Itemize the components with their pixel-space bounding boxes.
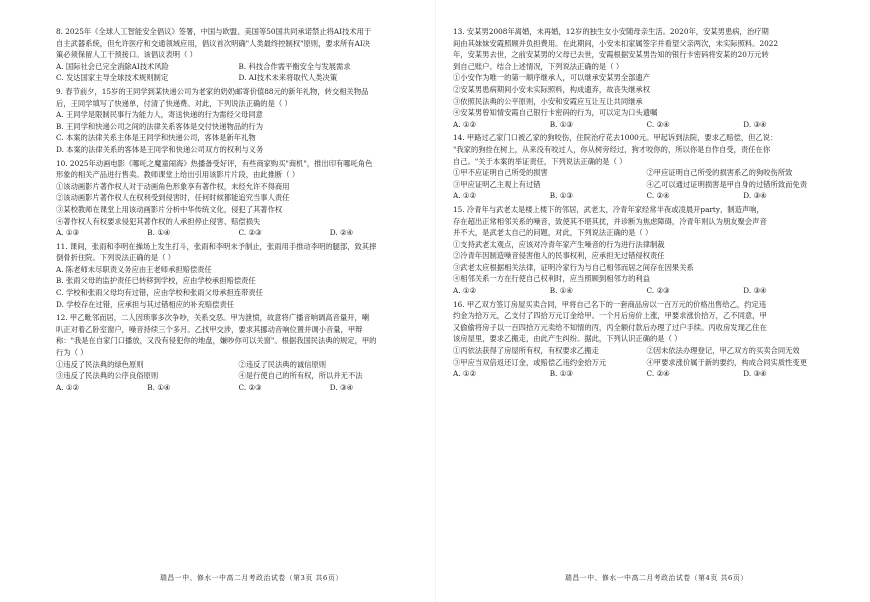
question-14-stem — [453, 132, 840, 167]
statement-3: ③依照民法典的公平原则，小安和安霞应互让互让共同继承 — [453, 96, 643, 106]
options-row — [56, 61, 421, 73]
stem-line: 到自己账户。结合上述情况，下列说法正确的是（ ） — [453, 61, 624, 71]
option-c[interactable]: C. ②④ — [646, 369, 670, 379]
option-a[interactable]: A. 国际社会已完全消除AI技术风险 — [56, 61, 169, 71]
statement-2: ②安某男患病期间小安未实际照料，构成遗弃，故丧失继承权 — [453, 84, 651, 94]
question-11 — [56, 241, 421, 311]
option-a[interactable]: A. ①③ — [56, 228, 79, 238]
option-c[interactable]: C. ②④ — [646, 119, 670, 129]
option-b[interactable]: B. 王同学和快递公司之间的法律关系客体是交付快递物品的行为 — [56, 121, 264, 131]
question-9 — [56, 86, 421, 156]
statement-4: ④乙可以通过证明损害是甲自身的过错所致而免责 — [646, 179, 808, 189]
statement-2: ②该动画影片著作权人在权利受到侵害时，任何时候都能追究当事人责任 — [56, 193, 290, 203]
question-10 — [56, 158, 421, 239]
stem-line: 行为（ ） — [56, 348, 88, 358]
stem-line: 约金为拾万元，乙支付了四拾万元订金给甲。一个月后房价上涨，甲要求涨价拾万，乙不同意，甲 — [453, 311, 767, 321]
option-d[interactable]: D. ②④ — [329, 228, 354, 238]
options-row — [453, 285, 840, 297]
option-d[interactable]: D. 本案的法律关系的客体是王同学和快递公司双方的权利与义务 — [56, 144, 264, 154]
stem-line: 该房屋里，要求乙搬走，由此产生纠纷。据此，下列认识正确的是（ ） — [453, 334, 682, 344]
statement-2: ②违反了民法典的诚信原则 — [238, 359, 327, 369]
option-b[interactable]: B. 科技合作需平衡安全与发展需求 — [238, 61, 351, 71]
stem-line: 14. 甲路过乙家门口被乙家的狗咬伤，住院治疗花去1000元。甲起诉到法院，要求乙赔偿，但乙说： — [453, 133, 778, 143]
statement-4: ④著作权人有权要求侵犯其著作权的人承担停止侵害、赔偿损失 — [56, 216, 261, 226]
option-a[interactable]: A. ①② — [56, 382, 79, 392]
stem-line: 又偷偷将房子以一百四拾万元卖给不知情的丙，丙全额付款后办理了过户手续。丙收房发现乙住在 — [453, 322, 767, 332]
statement-3: ③甲应当双倍返还订金，或赔偿乙违约金拾万元 — [453, 357, 607, 367]
option-b[interactable]: B. ①④ — [147, 382, 171, 392]
option-a[interactable]: A. ①② — [453, 191, 476, 201]
option-b[interactable]: B. ①③ — [549, 369, 573, 379]
question-12-stem — [56, 312, 421, 358]
statement-3: ③某校教师在课堂上用该动画影片分析中华传统文化，侵犯了其著作权 — [56, 204, 283, 214]
options-row — [453, 368, 840, 380]
option-c[interactable]: C. 发达国家主导全球技术规则制定 — [56, 73, 169, 83]
statement-1: ①小安作为唯一的第一顺序继承人，可以继承安某男全部遗产 — [453, 73, 651, 83]
statement-2: ②甲应证明自己所受的损害系乙的狗咬伤所致 — [646, 168, 793, 178]
options-row — [56, 227, 421, 239]
statement-4: ④甲要求涨价属于新的要约，构成合同实质性变更 — [646, 357, 808, 367]
stem-line: 16. 甲乙双方签订房屋买卖合同，甲将自己名下的一套商品房以一百万元的价格出售给乙，约定违 — [453, 299, 767, 309]
statement-3: ③违反了民法典的公序良俗原则 — [56, 371, 159, 381]
option-b[interactable]: B. 张雨父母的监护责任已转移到学校，应由学校承担赔偿责任 — [56, 276, 256, 286]
question-13 — [453, 26, 840, 130]
statement-1: ①违反了民法典的绿色原则 — [56, 359, 144, 369]
option-a[interactable]: A. ①② — [453, 119, 476, 129]
option-c[interactable]: C. ②③ — [646, 286, 670, 296]
option-b[interactable]: B. ①④ — [549, 286, 573, 296]
stem-line: 10. 2025年动画电影《哪吒之魔童闹海》热播备受好评，有些商家购买"商机"，推出印有哪吒角色 — [56, 158, 373, 168]
stem-line: 自主武器系统，但允许医疗和交通领域应用，倡议首次明确"人类最终控制权"原则，要求所有AI决 — [56, 38, 371, 48]
page-footer: 瑞昌一中、修水一中高二月考政治试卷（第3页 共6页） — [160, 574, 343, 582]
stem-line: 年，安某男去世，之前安某男的父母已去世，安霞根据安某男告知的银行卡密码将安某的20万元转 — [453, 50, 769, 60]
option-c[interactable]: C. ②③ — [238, 382, 262, 392]
stem-line: 存在超出正常相邻关系的噪音，致使其不堪其扰，并诊断为焦虑障碍，冷青年则认为朋友聚会声音 — [453, 216, 767, 226]
stem-line: 间由其妹妹安霞照顾并负担费用。在此期间，小安未扣家属签字并看望父亲两次，未实际照料。2022 — [453, 38, 779, 48]
stem-line: 8. 2025年《全球人工智能安全倡议》签署，中国与欧盟、美国等50国共同承诺禁止将AI技术用于 — [56, 27, 372, 36]
option-c[interactable]: C. ②④ — [646, 191, 670, 201]
statement-3: ③武老太应根据相关法律，证明冷家行为与自己相邻而居之间存在因果关系 — [453, 262, 694, 272]
stem-line: 13. 安某男2008年离婚，未再婚，12岁的独生女小安随母亲生活。2020年，安某男患病，治疗期 — [453, 27, 769, 36]
question-15 — [453, 204, 840, 297]
statement-1: ①丙依法获得了房屋所有权，有权要求乙搬走 — [453, 346, 599, 356]
option-c[interactable]: C. ②③ — [238, 228, 262, 238]
statement-4: ④是行使自己的所有权，所以并无不法 — [238, 371, 363, 381]
stem-line: 形象的相关产品进行售卖。教师课堂上给出引用该影片片段，由此推断（ ） — [56, 170, 300, 180]
question-11-stem — [56, 241, 421, 264]
option-b[interactable]: B. ①③ — [549, 191, 573, 201]
question-9-stem — [56, 86, 421, 109]
stem-line: 后，王同学填写了快递单，付清了快递费。对此，下列说法正确的是（ ） — [56, 98, 292, 108]
question-8-stem — [56, 26, 421, 61]
stem-line: 倒骨折住院。下列说法正确的是（ ） — [56, 253, 176, 263]
page-footer: 瑞昌一中、修水一中高二月考政治试卷（第4页 共6页） — [565, 574, 748, 582]
option-a[interactable]: A. ①② — [453, 369, 476, 379]
question-14 — [453, 132, 840, 202]
options-row — [453, 190, 840, 202]
exam-page-4 — [435, 0, 870, 602]
question-8 — [56, 26, 421, 84]
statements-row — [56, 370, 421, 382]
options-row — [56, 382, 421, 394]
option-d[interactable]: D. ③④ — [743, 369, 767, 379]
question-10-stem — [56, 158, 421, 228]
question-15-stem — [453, 204, 840, 285]
option-a[interactable]: A. ①② — [453, 286, 476, 296]
statements-row — [453, 179, 840, 191]
question-16-stem — [453, 299, 840, 345]
option-a[interactable]: A. 陈老师未尽职责义务应由王老师承担赔偿责任 — [56, 264, 212, 274]
option-c[interactable]: C. 学校和张雨父母均有过错，应由学校和张雨父母承担连带责任 — [56, 288, 263, 298]
option-d[interactable]: D. 学校存在过错，应承担与其过错相应的补充赔偿责任 — [56, 299, 235, 309]
question-13-stem — [453, 26, 840, 119]
options-row — [453, 119, 840, 131]
option-d[interactable]: D. ③④ — [329, 382, 354, 392]
stem-line: 9. 春节前夕，15岁的王同学到某快递公司为老家的奶奶邮寄价值88元的新年礼物，转交相关物品 — [56, 86, 369, 96]
stem-line: 自己。"关于本案的举证责任，下列说法正确的是（ ） — [453, 156, 627, 166]
statement-4: ④安某男曾知情安霞自己银行卡密码的行为，可以定为口头遗嘱 — [453, 108, 658, 118]
statement-2: ②冷青年因制造噪音侵害他人的民事权利，应承担无过错侵权责任 — [453, 251, 665, 261]
statements-row — [56, 359, 421, 371]
statements-row — [453, 167, 840, 179]
option-a[interactable]: A. 王同学是限制民事行为能力人，寄送快递的行为需经父母同意 — [56, 110, 263, 120]
stem-line: 12. 甲乙毗邻而居，二人因琐事多次争吵，关系交恶。甲为泄愤，故意将广播音响调高音量开，喇 — [56, 313, 370, 323]
option-d[interactable]: D. AI技术未来将取代人类决策 — [238, 73, 338, 83]
statement-1: ①甲不应证明自己所受的损害 — [453, 168, 548, 178]
option-c[interactable]: C. 本案的法律关系主体是王同学和快递公司，客体是新年礼物 — [56, 133, 256, 143]
stem-line: 称："我是在自家门口播放，又没有侵犯你的地盘，嫌吵你可以关窗"。根据我国民法典的规定，甲的 — [56, 336, 377, 346]
statements-row — [453, 357, 840, 369]
statement-1: ①该动画影片著作权人对于动画角色形象享有著作权，未经允许不得商用 — [56, 181, 290, 191]
stem-line: 叭正对着乙卧室窗户，噪音持续三个多月。乙找甲交涉，要求其挪动音响位置并调小音量，甲辩 — [56, 324, 363, 334]
option-b[interactable]: B. ①④ — [147, 228, 171, 238]
stem-line: "我家的狗拴在树上，从来没有咬过人，你从树旁经过，狗才咬你的，所以你是自作自受，责任在你 — [453, 144, 771, 154]
stem-line: 11. 课间，张雨和李明在操场上发生打斗，张雨和李明未予制止，张雨用手推动李明的腿部，致其摔 — [56, 241, 377, 251]
stem-line: 并不大，是武老太自己的问题，对此，下列说法正确的是（ ） — [453, 228, 653, 238]
option-b[interactable]: B. ①③ — [549, 119, 573, 129]
statement-3: ③甲应证明乙主观上有过错 — [453, 179, 541, 189]
options-row — [56, 72, 421, 84]
question-16 — [453, 299, 840, 380]
question-12 — [56, 312, 421, 393]
option-d[interactable]: D. ③④ — [743, 191, 767, 201]
stem-line: 15. 冷青年与武老太是楼上楼下的邻居，武老太，冷青年家经常半夜或凌晨开party，制造声响， — [453, 204, 764, 214]
stem-line: 策必须保留人工干预接口。该倡议表明（ ） — [56, 50, 197, 60]
option-d[interactable]: D. ③④ — [743, 286, 767, 296]
statements-row — [453, 345, 840, 357]
statement-1: ①支持武老太观点，应该对冷青年家产生噪音的行为进行法律制裁 — [453, 239, 665, 249]
statement-2: ②因未依法办理登记，甲乙双方的买卖合同无效 — [646, 346, 800, 356]
option-d[interactable]: D. ③④ — [743, 119, 767, 129]
statement-4: ④相邻关系一方在行使自己权利时，应当照顾到相邻方的利益 — [453, 274, 651, 284]
